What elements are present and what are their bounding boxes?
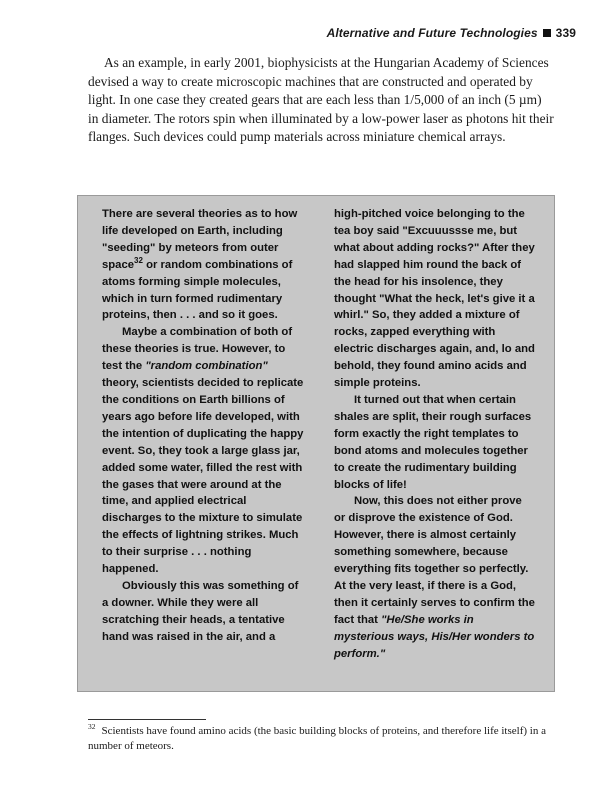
sidebar-paragraph: Obviously this was something of a downer. While they were all scratching their heads, a tentative hand was raised in the air, and a bbox=[102, 579, 299, 643]
footnote-text: Scientists have found amino acids (the basic building blocks of proteins, and therefore life itself) in a number of meteors. bbox=[88, 725, 546, 752]
sidebar-paragraph bbox=[102, 206, 304, 324]
emphasis-text: "random combination" bbox=[145, 360, 268, 373]
footnote-reference: 32 bbox=[134, 255, 143, 265]
text-run: There are several theories as to how life developed on Earth, including "seeding" by meteors from outer space bbox=[102, 208, 298, 271]
sidebar-paragraph: high-pitched voice belonging to the tea boy said "Excuuussse me, but what about adding rocks?" After they had slapped him round the back of the head for his insolence, they thought "What the heck, let's give it a whirl." So, they added a mixture of rocks, zapped everything with electric discharges again, and, lo and behold, they found amino acids and simple proteins. bbox=[334, 208, 535, 390]
sidebar-right-column bbox=[334, 206, 536, 681]
square-bullet-icon bbox=[543, 29, 551, 37]
sidebar-paragraph bbox=[334, 493, 536, 662]
text-run: Maybe a combination of both of these theories is true. However, to test the bbox=[102, 326, 293, 373]
text-run: theory, scientists decided to replicate the conditions on Earth billions of years ago before life developed, with the intention of duplicating the happy event. So, they took a large glass jar, added some water, filled the rest with the gases that were around at the time, and applied electrical discharges to the mixture to simulate the effects of lightning strikes. Much to their surprise . . . nothing happened. bbox=[102, 377, 304, 576]
page-number: 339 bbox=[555, 26, 576, 40]
emphasis-text: "He/She works in mysterious ways, His/Her wonders to perform." bbox=[334, 613, 535, 660]
sidebar-paragraph: It turned out that when certain shales are split, their rough surfaces form exactly the right templates to bond atoms and molecules together to create the rudimentary building blocks of life! bbox=[334, 393, 532, 491]
body-paragraph: As an example, in early 2001, biophysicists at the Hungarian Academy of Sciences devised a way to create microscopic machines that are constructed and operated by light. In one case they created gears that are each less than 1/5,000 of an inch (5 µm) in diameter. The rotors spin when illuminated by a low-power laser as photons hit their flanges. Such devices could pump materials across miniature chemical arrays. bbox=[88, 55, 554, 145]
sidebar-box bbox=[77, 195, 555, 692]
sidebar-left-column bbox=[102, 206, 304, 681]
footnote-divider bbox=[88, 719, 206, 720]
running-head bbox=[327, 26, 576, 40]
running-title: Alternative and Future Technologies bbox=[326, 26, 538, 40]
sidebar-paragraph bbox=[102, 324, 304, 578]
text-run: or random combinations of atoms forming simple molecules, which in turn formed rudimentary proteins, then . . . and so it goes. bbox=[102, 258, 293, 322]
footnote bbox=[88, 724, 568, 754]
footnote-marker: 32 bbox=[88, 722, 96, 732]
text-run: Now, this does not either prove or disprove the existence of God. However, there is almost certainly something somewhere, because everything fits together so perfectly. At the very least, if there is a God, then it certainly serves to confirm the fact that bbox=[334, 495, 535, 626]
